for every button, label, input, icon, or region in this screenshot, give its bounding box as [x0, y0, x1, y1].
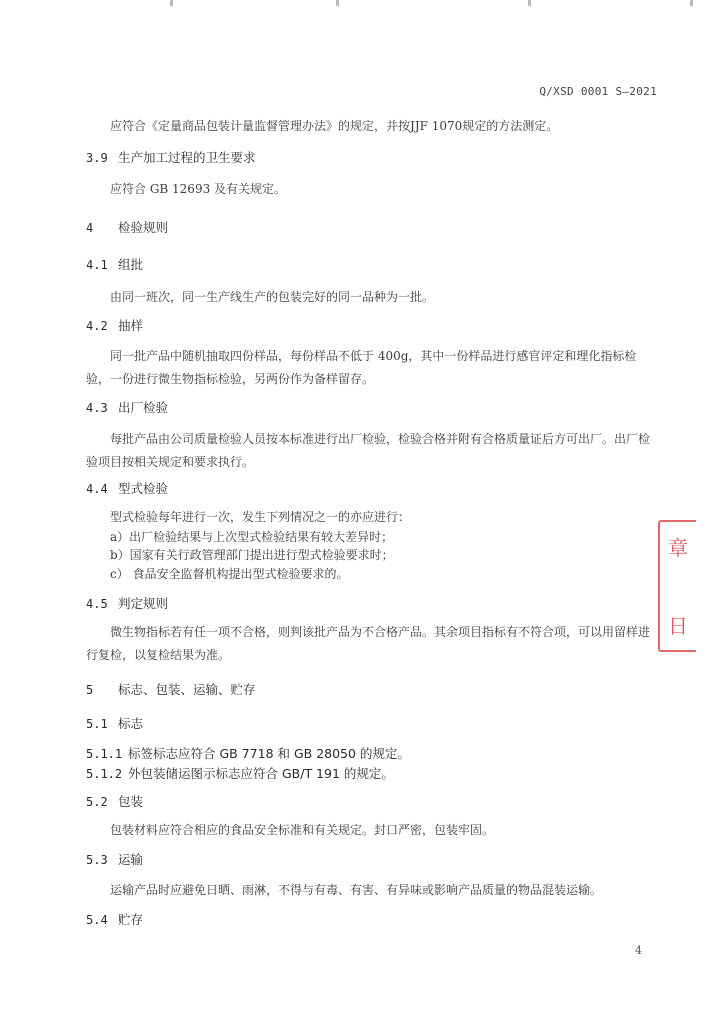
paragraph: 同一批产品中随机抽取四份样品，每份样品不低于 400g，其中一份样品进行感官评定和理化指标检验，一份进行微生物指标检验，另两份作为备样留存。: [86, 349, 637, 386]
section-heading: [86, 794, 143, 810]
chapter-heading: [86, 682, 256, 698]
stamp-char: 章: [668, 536, 688, 560]
section-title: 组批: [118, 257, 144, 272]
section-heading: [86, 912, 143, 928]
paragraph: 由同一班次，同一生产线生产的包装完好的同一品种为一批。: [110, 290, 435, 304]
section-heading: [86, 716, 143, 732]
section-title: 生产加工过程的卫生要求: [118, 150, 256, 165]
chapter-number: 5: [86, 683, 94, 697]
scan-mark: [528, 0, 531, 6]
section-heading: [86, 596, 168, 612]
section-number: 5.3: [86, 853, 108, 867]
paragraph: 运输产品时应避免日晒、雨淋，不得与有毒、有害、有异味或影响产品质量的物品混装运输。: [110, 883, 603, 897]
list-item: a）出厂检验结果与上次型式检验结果有较大差异时；: [110, 530, 394, 544]
clause-text: 外包装储运图示标志应符合 GB/T 191 的规定。: [128, 766, 394, 781]
section-heading: [86, 852, 143, 868]
document-number: Q/XSD 0001 S—2021: [539, 85, 657, 98]
chapter-title: 标志、包装、运输、贮存: [118, 682, 256, 697]
section-title: 包装: [118, 794, 144, 809]
section-number: 4.5: [86, 597, 108, 611]
section-title: 标志: [118, 716, 144, 731]
clause: [86, 766, 394, 782]
clause: [86, 746, 410, 762]
section-heading: [86, 400, 168, 416]
section-heading: [86, 481, 168, 497]
section-number: 5.1: [86, 717, 108, 731]
scan-mark: [336, 0, 339, 6]
section-heading: [86, 318, 143, 334]
red-seal-stamp: [658, 520, 696, 652]
page-number: 4: [635, 944, 642, 957]
section-number: 4.1: [86, 258, 108, 272]
section-heading: [86, 257, 143, 273]
section-number: 5.2: [86, 795, 108, 809]
section-title: 抽样: [118, 318, 144, 333]
paragraph: 型式检验每年进行一次，发生下列情况之一的亦应进行：: [110, 510, 411, 524]
list-item: c） 食品安全监督机构提出型式检验要求的。: [110, 567, 349, 581]
section-number: 3.9: [86, 151, 108, 165]
list-item: b）国家有关行政管理部门提出进行型式检验要求时；: [110, 548, 394, 562]
section-number: 4.2: [86, 319, 108, 333]
section-title: 出厂检验: [118, 400, 169, 415]
paragraph: 包装材料应符合相应的食品安全标准和有关规定。封口严密，包装牢固。: [110, 823, 495, 837]
section-number: 5.4: [86, 913, 108, 927]
paragraph: 应符合 GB 12693 及有关规定。: [110, 182, 287, 196]
paragraph: 微生物指标若有任一项不合格，则判该批产品为不合格产品。其余项目指标有不符合项，可以用留样进行复检，以复检结果为准。: [86, 625, 651, 662]
chapter-number: 4: [86, 221, 94, 235]
section-title: 型式检验: [118, 481, 169, 496]
section-number: 4.4: [86, 482, 108, 496]
section-title: 运输: [118, 852, 144, 867]
section-title: 判定规则: [118, 596, 169, 611]
clause-number: 5.1.2: [86, 767, 123, 781]
chapter-heading: [86, 220, 168, 236]
stamp-char: 日: [668, 614, 688, 638]
scan-mark: [690, 0, 693, 6]
section-heading: [86, 150, 256, 166]
section-number: 4.3: [86, 401, 108, 415]
paragraph: 每批产品由公司质量检验人员按本标准进行出厂检验，检验合格并附有合格质量证后方可出厂。出厂检验项目按相关规定和要求执行。: [86, 432, 651, 469]
clause-text: 标签标志应符合 GB 7718 和 GB 28050 的规定。: [128, 746, 410, 761]
section-title: 贮存: [118, 912, 144, 927]
scan-mark: [170, 0, 173, 6]
chapter-title: 检验规则: [118, 220, 169, 235]
paragraph: 应符合《定量商品包装计量监督管理办法》的规定，并按JJF 1070规定的方法测定。: [110, 119, 559, 133]
clause-number: 5.1.1: [86, 747, 123, 761]
